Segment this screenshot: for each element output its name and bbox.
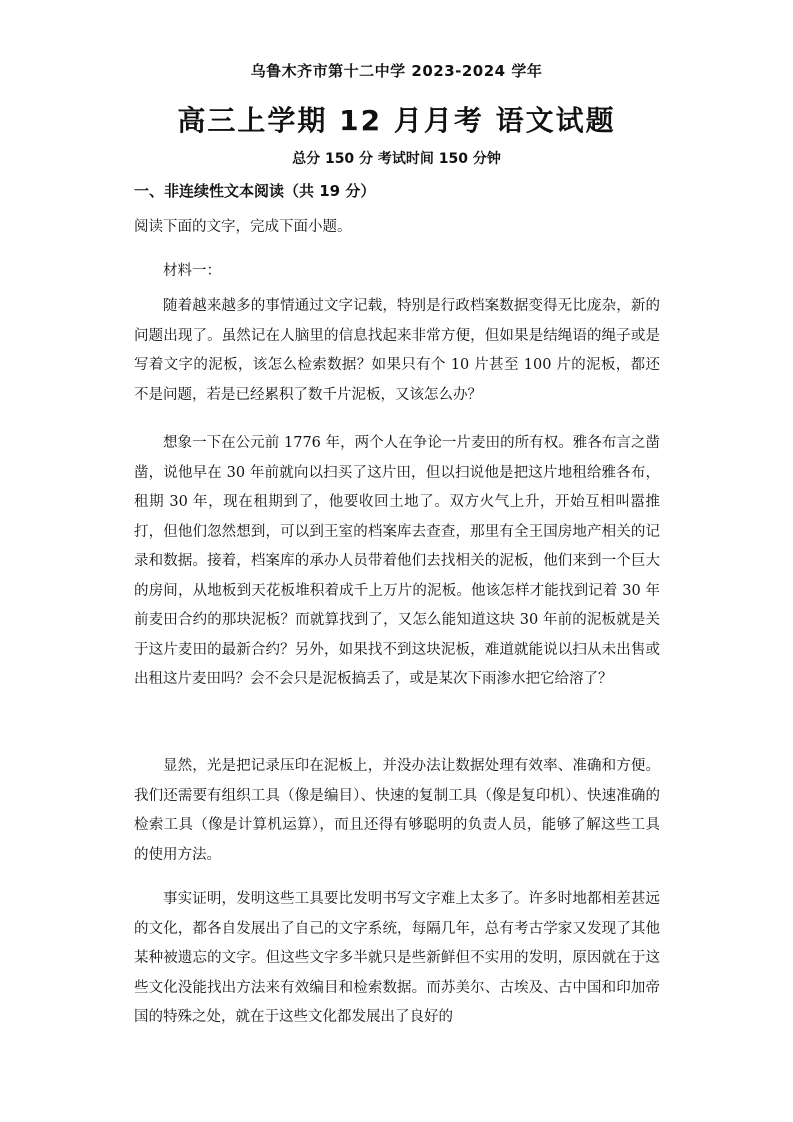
paragraph-4: 事实证明，发明这些工具要比发明书写文字难上太多了。许多时地都相差甚远的文化，都各自发展出了自己的文字系统，每隔几年，总有考古学家又发现了其他某种被遗忘的文字。但这些文字多半就只是些新鲜但不实用的发明，原因就在于这些文化没能找出方法来有效编目和检索数据。而苏美尔、古埃及、古中国和印加帝国的特殊之处，就在于这些文化都发展出了良好的 [134,891,660,1025]
material-label: 材料一： [163,263,221,279]
section-heading: 一、非连续性文本阅读（共 19 分） [134,182,376,200]
school-name: 乌鲁木齐市第十二中学 2023-2024 学年 [250,62,543,80]
paragraph-2: 想象一下在公元前 1776 年，两个人在争论一片麦田的所有权。雅各布言之凿凿，说他早在 30 年前就向以扫买了这片田，但以扫说他是把这片地租给雅各布，租期 30 年，现在租期到了，他要收回土地了。双方火气上升，开始互相叫嚣推打，但他们忽然想到，可以到王室的档案库去查查，那里有全王国房地产相关的记录和数据。接着，档案库的承办人员带着他们去找相关的泥板，他们来到一个巨大的房间，从地板到天花板堆积着成千上万片的泥板。他该怎样才能找到记着 30 年前麦田合约的那块泥板？而就算找到了，又怎么能知道这块 30 年前的泥板就是关于这片麦田的最新合约？另外，如果找不到这块泥板，难道就能说以扫从未出售或出租这片麦田吗？会不会只是泥板搞丢了，或是某次下雨渗水把它给溶了？ [134,435,660,687]
reading-instruction: 阅读下面的文字，完成下面小题。 [134,219,352,235]
paragraph-1: 随着越来越多的事情通过文字记载，特别是行政档案数据变得无比庞杂，新的问题出现了。虽然记在人脑里的信息找起来非常方便，但如果是结绳语的绳子或是写着文字的泥板，该怎么检索数据？如果只有个 10 片甚至 100 片的泥板，都还不是问题，若是已经累积了数千片泥板，又该怎么办？ [134,298,660,403]
exam-title: 高三上学期 12 月月考 语文试题 [177,104,616,137]
exam-subtitle: 总分 150 分 考试时间 150 分钟 [292,151,501,167]
paragraph-3: 显然，光是把记录压印在泥板上，并没办法让数据处理有效率、准确和方便。我们还需要有组织工具（像是编目）、快速的复制工具（像是复印机）、快速准确的检索工具（像是计算机运算），而且还得有够聪明的负责人员，能够了解这些工具的使用方法。 [134,758,660,863]
